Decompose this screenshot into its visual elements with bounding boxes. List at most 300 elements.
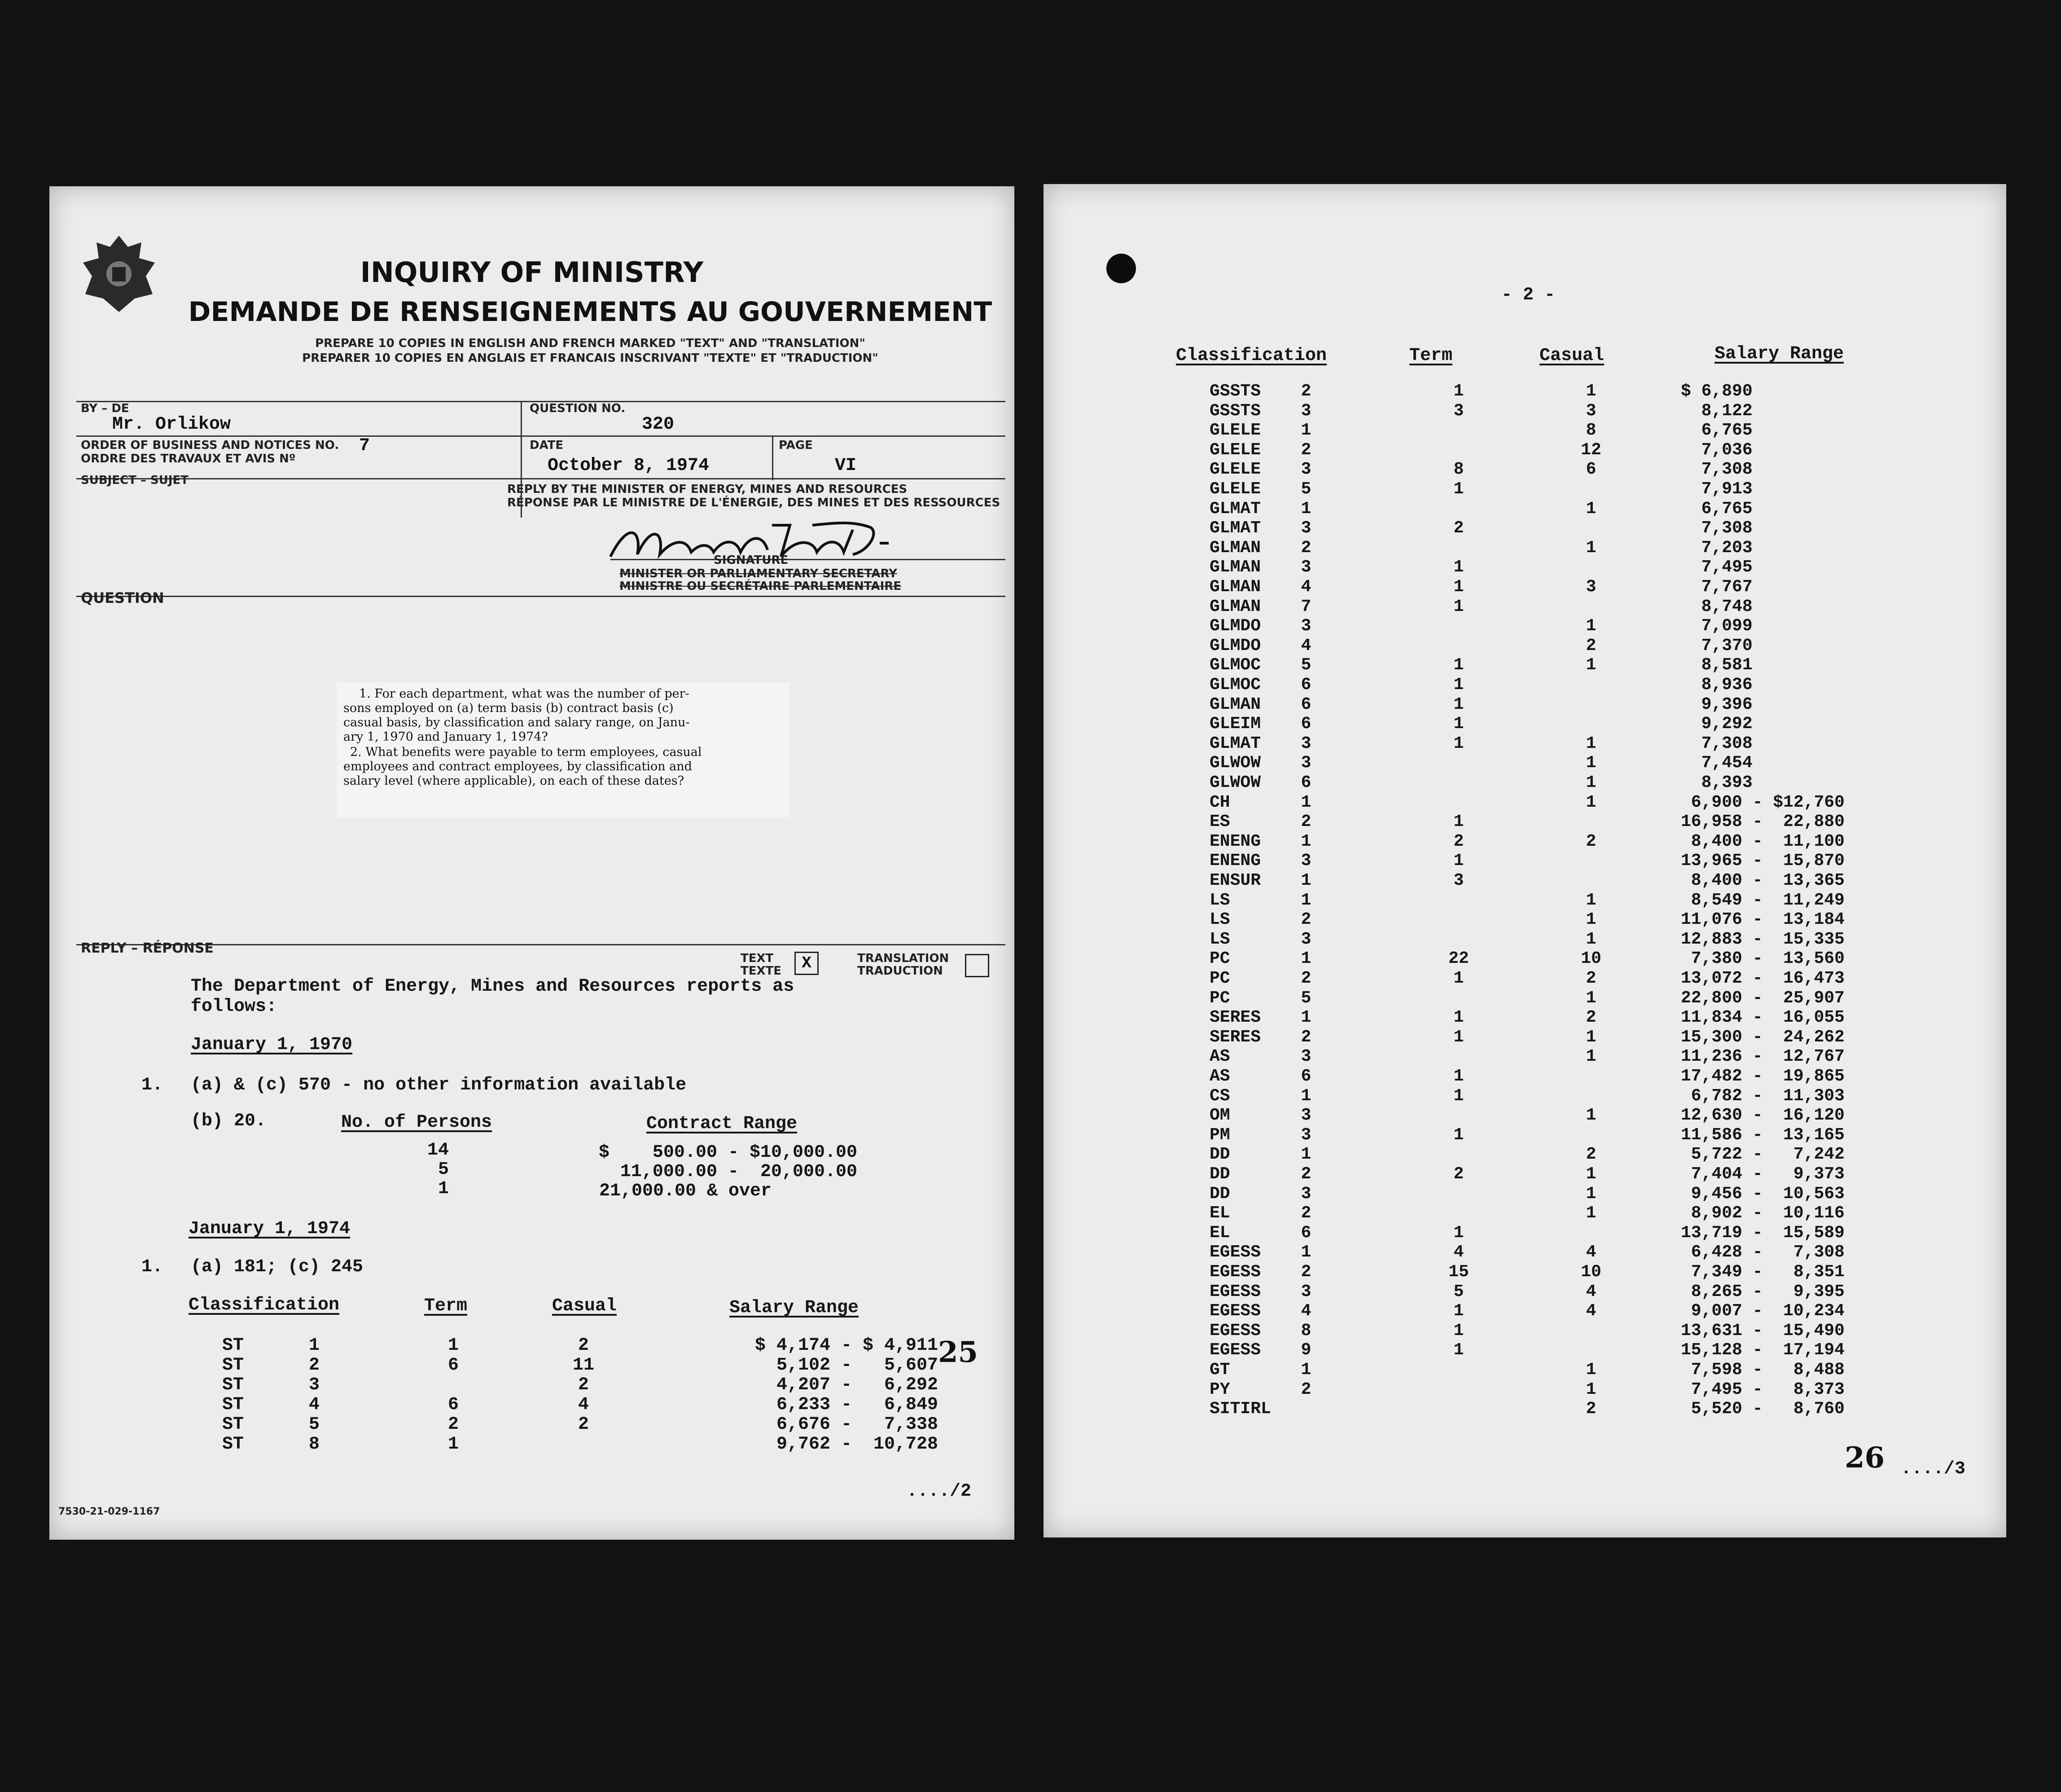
- st-cell-cls: ST: [222, 1375, 244, 1395]
- left-page: [49, 186, 1014, 1540]
- reply-by-en: REPLY BY THE MINISTER OF ENERGY, MINES AND RESOURCES: [507, 483, 908, 496]
- header-salary: Salary Range: [729, 1298, 859, 1318]
- continued-marker: ..../3: [1901, 1459, 1966, 1479]
- row-cell-casual: 1: [1586, 988, 1596, 1008]
- row-cell-salary: 22,800 - 25,907: [1681, 988, 1845, 1008]
- row-cell-salary: $ 6,890: [1681, 382, 1753, 401]
- row-cell-lvl: 2: [1301, 1203, 1311, 1223]
- st-cell-casual: 11: [572, 1355, 594, 1375]
- st-cell-term: 1: [447, 1434, 459, 1454]
- row-cell-lvl: 1: [1301, 1145, 1311, 1164]
- row-cell-cls: LS: [1210, 890, 1230, 910]
- row-cell-casual: 1: [1586, 1106, 1596, 1125]
- row-cell-lvl: 2: [1301, 910, 1311, 930]
- row-cell-salary: 8,122: [1681, 401, 1753, 421]
- st-cell-lvl: 5: [308, 1414, 320, 1435]
- st-cell-term: 1: [447, 1335, 459, 1356]
- header-term: Term: [424, 1296, 468, 1316]
- row-cell-cls: GLMOC: [1210, 675, 1261, 694]
- row-cell-cls: EL: [1210, 1223, 1230, 1243]
- st-cell-term: 2: [447, 1414, 459, 1435]
- row-cell-salary: 17,482 - 19,865: [1681, 1067, 1845, 1086]
- st-cell-term: 6: [447, 1395, 459, 1415]
- question-slip: [337, 682, 790, 817]
- row-cell-cls: CH: [1210, 792, 1230, 812]
- st-cell-casual: 2: [578, 1414, 589, 1435]
- row-cell-cls: EGESS: [1210, 1340, 1261, 1360]
- header-salary: Salary Range: [1715, 344, 1844, 364]
- st-cell-lvl: 3: [308, 1375, 320, 1395]
- st-cell-salary: 9,762 - 10,728: [776, 1434, 938, 1454]
- row-cell-salary: 5,722 - 7,242: [1681, 1145, 1845, 1164]
- stamp-number: 25: [938, 1335, 978, 1369]
- row-cell-term: 1: [1453, 1340, 1464, 1360]
- question-no-label: QUESTION NO.: [530, 402, 626, 415]
- row-cell-lvl: 8: [1301, 1321, 1311, 1340]
- row-cell-cls: GLMAT: [1210, 733, 1261, 753]
- row-cell-term: 1: [1453, 1125, 1464, 1145]
- row-cell-casual: 1: [1586, 1027, 1596, 1047]
- row-cell-salary: 7,495: [1681, 558, 1753, 577]
- row-cell-casual: 1: [1586, 890, 1596, 910]
- header-term: Term: [1409, 346, 1453, 366]
- row-cell-salary: 9,292: [1681, 714, 1753, 734]
- row-cell-lvl: 1: [1301, 1243, 1311, 1262]
- jan1974-item-num: 1.: [141, 1257, 163, 1277]
- row-cell-salary: 7,598 - 8,488: [1681, 1360, 1845, 1379]
- row-cell-lvl: 2: [1301, 1379, 1311, 1399]
- row-cell-salary: 7,203: [1681, 538, 1753, 558]
- row-cell-lvl: 3: [1301, 1282, 1311, 1301]
- contract-persons: 5: [438, 1160, 449, 1180]
- row-cell-salary: 7,308: [1681, 733, 1753, 753]
- row-cell-casual: 1: [1586, 1047, 1596, 1067]
- row-cell-salary: 7,308: [1681, 518, 1753, 538]
- row-cell-cls: GSSTS: [1210, 401, 1261, 421]
- st-cell-lvl: 1: [308, 1335, 320, 1356]
- header-casual: Casual: [1539, 346, 1605, 366]
- row-cell-cls: PC: [1210, 949, 1230, 969]
- row-cell-cls: GLEIM: [1210, 714, 1261, 734]
- row-cell-cls: GLMAT: [1210, 518, 1261, 538]
- row-cell-term: 3: [1453, 401, 1464, 421]
- contract-header: Contract Range: [646, 1114, 798, 1134]
- row-cell-lvl: 3: [1301, 401, 1311, 421]
- row-cell-casual: 4: [1586, 1301, 1596, 1321]
- row-cell-salary: 7,099: [1681, 616, 1753, 636]
- question-line: 2. What benefits were payable to term employees, casual: [350, 745, 702, 759]
- row-cell-salary: 15,128 - 17,194: [1681, 1340, 1845, 1360]
- row-cell-casual: 1: [1586, 910, 1596, 930]
- question-line: ary 1, 1970 and January 1, 1974?: [343, 730, 548, 744]
- row-cell-lvl: 3: [1301, 558, 1311, 577]
- row-cell-salary: 8,581: [1681, 655, 1753, 675]
- row-cell-cls: GLMAN: [1210, 577, 1261, 597]
- row-cell-term: 1: [1453, 675, 1464, 694]
- row-cell-term: 15: [1448, 1262, 1469, 1282]
- row-cell-term: 1: [1453, 969, 1464, 988]
- row-cell-cls: LS: [1210, 910, 1230, 930]
- row-cell-lvl: 4: [1301, 636, 1311, 655]
- jan1974-heading: January 1, 1974: [189, 1219, 351, 1239]
- row-cell-cls: GSSTS: [1210, 382, 1261, 401]
- row-cell-cls: GLMDO: [1210, 616, 1261, 636]
- row-cell-term: 1: [1453, 1027, 1464, 1047]
- row-cell-cls: DD: [1210, 1164, 1230, 1184]
- row-cell-cls: EL: [1210, 1203, 1230, 1223]
- row-cell-casual: 1: [1586, 499, 1596, 518]
- row-cell-lvl: 2: [1301, 382, 1311, 401]
- question-line: sons employed on (a) term basis (b) contract basis (c): [343, 701, 674, 715]
- question-label: QUESTION: [81, 589, 164, 606]
- jan1974-item-text: (a) 181; (c) 245: [191, 1257, 364, 1277]
- row-cell-lvl: 1: [1301, 831, 1311, 851]
- row-cell-salary: 8,902 - 10,116: [1681, 1203, 1845, 1223]
- row-cell-salary: 12,630 - 16,120: [1681, 1106, 1845, 1125]
- contract-range: 11,000.00 - 20,000.00: [620, 1162, 857, 1182]
- row-cell-lvl: 3: [1301, 851, 1311, 871]
- text-checkbox: X: [794, 952, 819, 975]
- row-cell-cls: GLELE: [1210, 479, 1261, 499]
- row-cell-cls: GLMAT: [1210, 499, 1261, 518]
- row-cell-cls: PC: [1210, 969, 1230, 988]
- row-cell-casual: 3: [1586, 401, 1596, 421]
- row-cell-salary: 7,404 - 9,373: [1681, 1164, 1845, 1184]
- question-line: 1. For each department, what was the number of per-: [359, 687, 689, 701]
- stamp-number: 26: [1845, 1441, 1885, 1475]
- row-cell-salary: 9,456 - 10,563: [1681, 1184, 1845, 1203]
- row-cell-lvl: 5: [1301, 988, 1311, 1008]
- row-cell-salary: 11,586 - 13,165: [1681, 1125, 1845, 1145]
- row-cell-salary: 16,958 - 22,880: [1681, 812, 1845, 832]
- row-cell-casual: 1: [1586, 616, 1596, 636]
- row-cell-term: 1: [1453, 597, 1464, 616]
- row-cell-term: 1: [1453, 694, 1464, 714]
- row-cell-casual: 2: [1586, 636, 1596, 655]
- row-cell-casual: 1: [1586, 1164, 1596, 1184]
- signature-label: SIGNATURE: [714, 553, 789, 567]
- row-cell-salary: 12,883 - 15,335: [1681, 929, 1845, 949]
- continued-marker: ..../2: [907, 1481, 972, 1502]
- row-cell-salary: 11,834 - 16,055: [1681, 1008, 1845, 1028]
- row-cell-cls: GT: [1210, 1360, 1230, 1379]
- row-cell-casual: 10: [1581, 949, 1601, 969]
- row-cell-lvl: 2: [1301, 969, 1311, 988]
- st-cell-salary: $ 4,174 - $ 4,911: [754, 1335, 938, 1356]
- row-cell-lvl: 3: [1301, 460, 1311, 479]
- row-cell-salary: 6,782 - 11,303: [1681, 1086, 1845, 1106]
- row-cell-lvl: 1: [1301, 499, 1311, 518]
- row-cell-cls: EGESS: [1210, 1243, 1261, 1262]
- row-cell-salary: 9,396: [1681, 694, 1753, 714]
- minister-label-en: MINISTER OR PARLIAMENTARY SECRETARY: [619, 567, 897, 580]
- row-cell-casual: 2: [1586, 969, 1596, 988]
- st-cell-salary: 4,207 - 6,292: [776, 1375, 938, 1395]
- row-cell-lvl: 6: [1301, 1067, 1311, 1086]
- row-cell-salary: 7,767: [1681, 577, 1753, 597]
- row-cell-term: 1: [1453, 812, 1464, 832]
- row-cell-cls: OM: [1210, 1106, 1230, 1125]
- question-line: employees and contract employees, by classification and: [343, 760, 692, 773]
- row-cell-lvl: 6: [1301, 1223, 1311, 1243]
- row-cell-casual: 2: [1586, 1008, 1596, 1028]
- row-cell-salary: 8,393: [1681, 773, 1753, 792]
- row-cell-cls: PY: [1210, 1379, 1230, 1399]
- row-cell-cls: LS: [1210, 929, 1230, 949]
- row-cell-term: 3: [1453, 871, 1464, 890]
- row-cell-cls: ENENG: [1210, 851, 1261, 871]
- row-cell-cls: EGESS: [1210, 1301, 1261, 1321]
- row-cell-salary: 11,076 - 13,184: [1681, 910, 1845, 930]
- row-cell-term: 1: [1453, 577, 1464, 597]
- row-cell-term: 5: [1453, 1282, 1464, 1301]
- question-line: salary level (where applicable), on each of these dates?: [343, 774, 684, 788]
- contract-persons: 1: [438, 1179, 449, 1199]
- row-cell-term: 1: [1453, 655, 1464, 675]
- row-cell-casual: 2: [1586, 1145, 1596, 1164]
- row-cell-cls: GLWOW: [1210, 773, 1261, 792]
- st-cell-casual: 2: [578, 1335, 589, 1356]
- row-cell-cls: GLELE: [1210, 421, 1261, 440]
- row-cell-lvl: 3: [1301, 733, 1311, 753]
- row-cell-casual: 1: [1586, 538, 1596, 558]
- header-classification: Classification: [189, 1295, 340, 1315]
- row-cell-lvl: 5: [1301, 655, 1311, 675]
- order-label-fr: ORDRE DES TRAVAUX ET AVIS Nº: [81, 452, 296, 466]
- date-value: October 8, 1974: [548, 456, 710, 476]
- row-cell-term: 1: [1453, 1067, 1464, 1086]
- row-cell-lvl: 2: [1301, 538, 1311, 558]
- row-cell-cls: EGESS: [1210, 1262, 1261, 1282]
- row-cell-casual: 1: [1586, 733, 1596, 753]
- jan1970-item-num: 1.: [141, 1075, 163, 1095]
- row-cell-cls: GLWOW: [1210, 753, 1261, 773]
- row-cell-cls: GLMAN: [1210, 538, 1261, 558]
- row-cell-cls: AS: [1210, 1047, 1230, 1067]
- row-cell-lvl: 3: [1301, 929, 1311, 949]
- row-cell-term: 2: [1453, 831, 1464, 851]
- row-cell-salary: 15,300 - 24,262: [1681, 1027, 1845, 1047]
- row-cell-salary: 8,400 - 11,100: [1681, 831, 1845, 851]
- row-cell-casual: 1: [1586, 929, 1596, 949]
- row-cell-casual: 10: [1581, 1262, 1601, 1282]
- row-cell-lvl: 4: [1301, 1301, 1311, 1321]
- row-cell-lvl: 5: [1301, 479, 1311, 499]
- row-cell-term: 1: [1453, 1321, 1464, 1340]
- row-cell-lvl: 1: [1301, 890, 1311, 910]
- row-cell-cls: ES: [1210, 812, 1230, 832]
- row-cell-lvl: 2: [1301, 812, 1311, 832]
- order-value: 7: [359, 436, 370, 456]
- subject-label: SUBJECT – SUJET: [81, 474, 189, 487]
- row-cell-casual: 1: [1586, 1379, 1596, 1399]
- text-label: TEXT: [741, 952, 774, 965]
- instruction-fr: PREPARER 10 COPIES EN ANGLAIS ET FRANCAIS INSCRIVANT "TEXTE" ET "TRADUCTION": [302, 351, 878, 365]
- row-cell-lvl: 3: [1301, 1125, 1311, 1145]
- st-cell-salary: 6,676 - 7,338: [776, 1414, 938, 1435]
- row-cell-salary: 6,765: [1681, 499, 1753, 518]
- st-cell-lvl: 8: [308, 1434, 320, 1454]
- row-cell-lvl: 3: [1301, 616, 1311, 636]
- row-cell-term: 1: [1453, 1223, 1464, 1243]
- row-cell-cls: GLMAN: [1210, 597, 1261, 616]
- row-cell-casual: 1: [1586, 1184, 1596, 1203]
- row-cell-lvl: 1: [1301, 421, 1311, 440]
- punch-hole: [1106, 254, 1136, 283]
- right-page: [1044, 184, 2006, 1537]
- traduction-label: TRADUCTION: [857, 964, 943, 978]
- row-cell-salary: 8,265 - 9,395: [1681, 1282, 1845, 1301]
- row-cell-lvl: 1: [1301, 1360, 1311, 1379]
- row-cell-casual: 1: [1586, 382, 1596, 401]
- row-cell-casual: 1: [1586, 1360, 1596, 1379]
- b-label: (b) 20.: [191, 1111, 267, 1131]
- row-cell-lvl: 1: [1301, 792, 1311, 812]
- row-cell-term: 1: [1453, 851, 1464, 871]
- row-cell-salary: 8,936: [1681, 675, 1753, 694]
- row-cell-salary: 8,400 - 13,365: [1681, 871, 1845, 890]
- row-cell-lvl: 2: [1301, 1164, 1311, 1184]
- row-cell-term: 1: [1453, 382, 1464, 401]
- row-cell-term: 1: [1453, 714, 1464, 734]
- row-cell-cls: DD: [1210, 1184, 1230, 1203]
- row-cell-cls: AS: [1210, 1067, 1230, 1086]
- row-cell-salary: 8,748: [1681, 597, 1753, 616]
- row-cell-cls: ENSUR: [1210, 871, 1261, 890]
- row-cell-lvl: 1: [1301, 949, 1311, 969]
- row-cell-term: 2: [1453, 518, 1464, 538]
- page-label: PAGE: [779, 439, 813, 452]
- texte-label: TEXTE: [741, 964, 782, 978]
- row-cell-salary: 13,965 - 15,870: [1681, 851, 1845, 871]
- row-cell-lvl: 3: [1301, 1106, 1311, 1125]
- header-classification: Classification: [1176, 346, 1327, 366]
- row-cell-salary: 6,765: [1681, 421, 1753, 440]
- row-cell-casual: 12: [1581, 440, 1601, 460]
- title-fr: DEMANDE DE RENSEIGNEMENTS AU GOUVERNEMENT: [188, 296, 992, 328]
- row-cell-lvl: 4: [1301, 577, 1311, 597]
- by-label: BY – DE: [81, 402, 129, 415]
- date-label: DATE: [530, 439, 564, 452]
- row-cell-casual: 1: [1586, 792, 1596, 812]
- row-cell-cls: CS: [1210, 1086, 1230, 1106]
- minister-label-fr: MINISTRE OU SECRÉTAIRE PARLEMENTAIRE: [619, 580, 902, 593]
- contract-range: 21,000.00 & over: [599, 1181, 772, 1201]
- order-label-en: ORDER OF BUSINESS AND NOTICES NO.: [81, 439, 339, 452]
- form-number: 7530-21-029-1167: [58, 1506, 160, 1517]
- row-cell-salary: 7,036: [1681, 440, 1753, 460]
- row-cell-term: 2: [1453, 1164, 1464, 1184]
- row-cell-cls: SERES: [1210, 1027, 1261, 1047]
- row-cell-cls: ENENG: [1210, 831, 1261, 851]
- row-cell-salary: 7,349 - 8,351: [1681, 1262, 1845, 1282]
- st-cell-cls: ST: [222, 1414, 244, 1435]
- row-cell-cls: GLMAN: [1210, 558, 1261, 577]
- row-cell-casual: 4: [1586, 1243, 1596, 1262]
- instruction-en: PREPARE 10 COPIES IN ENGLISH AND FRENCH MARKED "TEXT" AND "TRANSLATION": [315, 337, 865, 350]
- row-cell-salary: 9,007 - 10,234: [1681, 1301, 1845, 1321]
- row-cell-cls: PM: [1210, 1125, 1230, 1145]
- row-cell-cls: GLELE: [1210, 440, 1261, 460]
- row-cell-lvl: 6: [1301, 714, 1311, 734]
- header-casual: Casual: [552, 1296, 617, 1316]
- row-cell-term: 22: [1448, 949, 1469, 969]
- st-cell-casual: 4: [578, 1395, 589, 1415]
- row-cell-salary: 7,913: [1681, 479, 1753, 499]
- row-cell-cls: PC: [1210, 988, 1230, 1008]
- page-marker: - 2 -: [1501, 285, 1556, 305]
- translation-label: TRANSLATION: [857, 952, 949, 965]
- st-cell-cls: ST: [222, 1355, 244, 1375]
- question-no-value: 320: [642, 414, 675, 435]
- row-cell-casual: 1: [1586, 773, 1596, 792]
- title-en: INQUIRY OF MINISTRY: [360, 256, 704, 289]
- reply-label: REPLY – RÉPONSE: [81, 940, 214, 956]
- row-cell-salary: 13,072 - 16,473: [1681, 969, 1845, 988]
- row-cell-cls: EGESS: [1210, 1282, 1261, 1301]
- question-line: casual basis, by classification and salary range, on Janu-: [343, 716, 690, 729]
- st-cell-cls: ST: [222, 1335, 244, 1356]
- row-cell-term: 1: [1453, 1008, 1464, 1028]
- jan1970-heading: January 1, 1970: [191, 1035, 353, 1055]
- row-cell-salary: 7,380 - 13,560: [1681, 949, 1845, 969]
- row-cell-casual: 2: [1586, 1399, 1596, 1419]
- row-cell-salary: 7,370: [1681, 636, 1753, 655]
- row-cell-lvl: 3: [1301, 1184, 1311, 1203]
- intro-line: The Department of Energy, Mines and Resources reports as: [191, 976, 794, 997]
- row-cell-salary: 11,236 - 12,767: [1681, 1047, 1845, 1067]
- row-cell-lvl: 3: [1301, 1047, 1311, 1067]
- row-cell-casual: 4: [1586, 1282, 1596, 1301]
- row-cell-casual: 8: [1586, 421, 1596, 440]
- row-cell-salary: 13,719 - 15,589: [1681, 1223, 1845, 1243]
- row-cell-term: 1: [1453, 1301, 1464, 1321]
- row-cell-casual: 1: [1586, 1203, 1596, 1223]
- row-cell-term: 1: [1453, 1086, 1464, 1106]
- row-cell-lvl: 6: [1301, 694, 1311, 714]
- row-cell-term: 1: [1453, 733, 1464, 753]
- contract-persons: 14: [427, 1140, 449, 1160]
- row-cell-term: 4: [1453, 1243, 1464, 1262]
- jan1970-item-text: (a) & (c) 570 - no other information available: [191, 1075, 687, 1095]
- page-value: VI: [835, 456, 857, 476]
- st-cell-term: 6: [447, 1355, 459, 1375]
- row-cell-lvl: 2: [1301, 1027, 1311, 1047]
- row-cell-lvl: 3: [1301, 753, 1311, 773]
- st-cell-salary: 5,102 - 5,607: [776, 1355, 938, 1375]
- row-cell-term: 8: [1453, 460, 1464, 479]
- row-cell-casual: 1: [1586, 753, 1596, 773]
- row-cell-cls: SERES: [1210, 1008, 1261, 1028]
- st-cell-lvl: 2: [308, 1355, 320, 1375]
- persons-header: No. of Persons: [341, 1112, 492, 1133]
- row-cell-casual: 2: [1586, 831, 1596, 851]
- st-cell-cls: ST: [222, 1395, 244, 1415]
- row-cell-lvl: 2: [1301, 1262, 1311, 1282]
- row-cell-lvl: 3: [1301, 518, 1311, 538]
- st-cell-salary: 6,233 - 6,849: [776, 1395, 938, 1415]
- row-cell-salary: 8,549 - 11,249: [1681, 890, 1845, 910]
- row-cell-cls: EGESS: [1210, 1321, 1261, 1340]
- row-cell-salary: 13,631 - 15,490: [1681, 1321, 1845, 1340]
- st-cell-lvl: 4: [308, 1395, 320, 1415]
- row-cell-term: 1: [1453, 558, 1464, 577]
- by-value: Mr. Orlikow: [112, 414, 231, 435]
- row-cell-cls: DD: [1210, 1145, 1230, 1164]
- row-cell-lvl: 1: [1301, 871, 1311, 890]
- st-cell-casual: 2: [578, 1375, 589, 1395]
- st-cell-cls: ST: [222, 1434, 244, 1454]
